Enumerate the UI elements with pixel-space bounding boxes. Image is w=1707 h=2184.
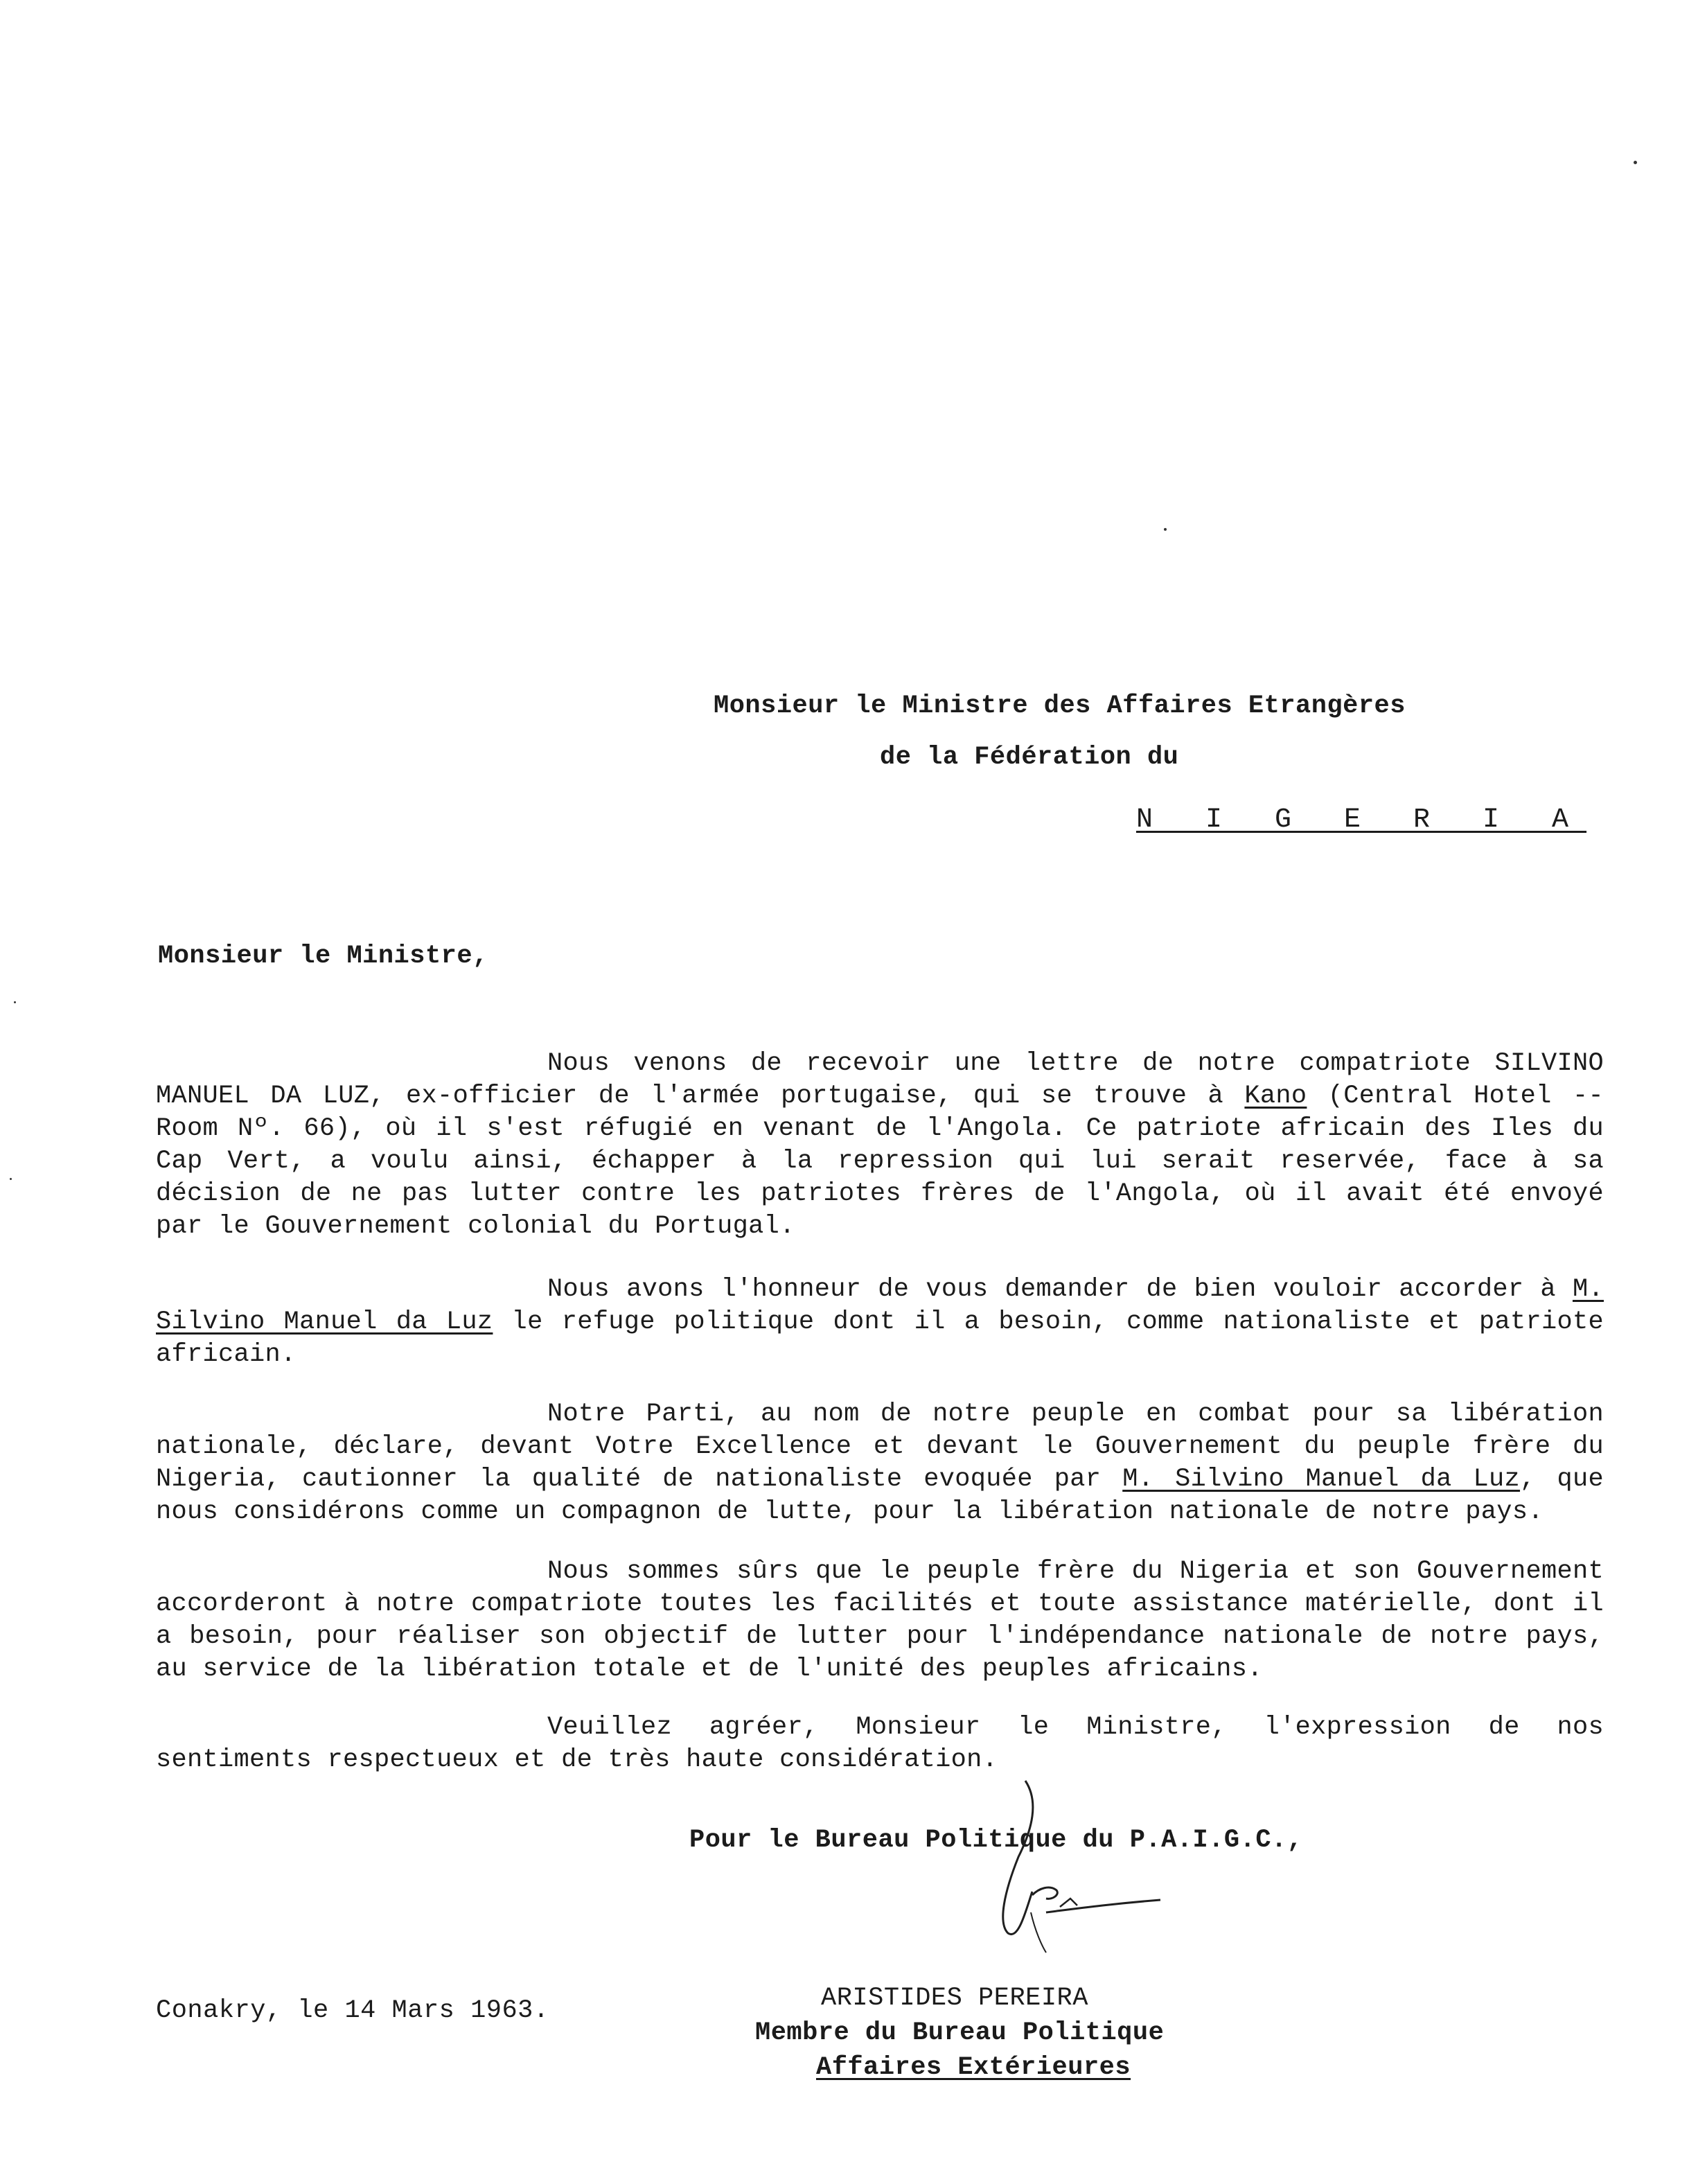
paragraph-2-name: M. Silvino Manuel da Luz [156, 1275, 1604, 1337]
paragraph-2-text-b: le refuge politique dont il a besoin, comme nationaliste et patriote africain. [156, 1307, 1604, 1369]
paper-speck [14, 1001, 16, 1003]
signatory-department: Affaires Extérieures [816, 2053, 1131, 2082]
paragraph-2-text-a: Nous avons l'honneur de vous demander de bien vouloir accorder à [547, 1275, 1573, 1304]
paper-speck [1164, 528, 1167, 531]
recipient-line-2: de la Fédération du [880, 743, 1179, 772]
signatory-title: Membre du Bureau Politique [755, 2018, 1165, 2048]
paragraph-2 [156, 1274, 1604, 1371]
paragraph-1-text-b: (Central Hotel -- Room Nº. 66), où il s'est réfugié en venant de l'Angola. Ce patriote africain des Iles du Cap Vert, a voulu ainsi, échapper à la repression qui lui serait reservée, face à sa décision de ne pas lutter contre les patriotes frères de l'Angola, où il avait été envoyé par le Gouvernement colonial du Portugal. [156, 1082, 1604, 1241]
paragraph-1-place: Kano [1244, 1082, 1307, 1111]
handwritten-signature [956, 1774, 1164, 1954]
closing-line: Pour le Bureau Politique du P.A.I.G.C., [689, 1826, 1303, 1855]
recipient-line-1: Monsieur le Ministre des Affaires Etrangères [714, 692, 1406, 721]
paragraph-3-text-a: Notre Parti, au nom de notre peuple en combat pour sa libération nationale, déclare, devant Votre Excellence et devant le Gouvernement du peuple frère du Nigeria, cautionner la qualité de nationaliste evoquée par [156, 1400, 1604, 1494]
paragraph-1-text-a: Nous venons de recevoir une lettre de notre compatriote SILVINO MANUEL DA LUZ, ex-officier de l'armée portugaise, qui se trouve à [156, 1049, 1604, 1111]
paragraph-3-name: M. Silvino Manuel da Luz [1122, 1465, 1521, 1494]
paragraph-5: Veuillez agréer, Monsieur le Ministre, l'expression de nos sentiments respectueux et de très haute considération. [156, 1713, 1604, 1774]
paper-speck [1634, 161, 1637, 164]
paper-speck [10, 1178, 12, 1180]
paragraph-4: Nous sommes sûrs que le peuple frère du Nigeria et son Gouvernement accorderont à notre compatriote toutes les facilités et toute assistance matérielle, dont il a besoin, pour réaliser son objectif de lutter pour l'indépendance nationale de notre pays, au service de la libération totale et de l'unité des peuples africains. [156, 1557, 1604, 1684]
paragraph-3 [156, 1398, 1604, 1529]
paragraph-3-text-b: , que nous considérons comme un compagnon de lutte, pour la libération nationale de notre pays. [156, 1465, 1604, 1526]
signatory-name: ARISTIDES PEREIRA [821, 1984, 1088, 2013]
paragraph-1 [156, 1048, 1604, 1243]
recipient-country: N I G E R I A [1136, 804, 1587, 836]
place-date: Conakry, le 14 Mars 1963. [156, 1996, 549, 2025]
salutation: Monsieur le Ministre, [158, 942, 488, 971]
